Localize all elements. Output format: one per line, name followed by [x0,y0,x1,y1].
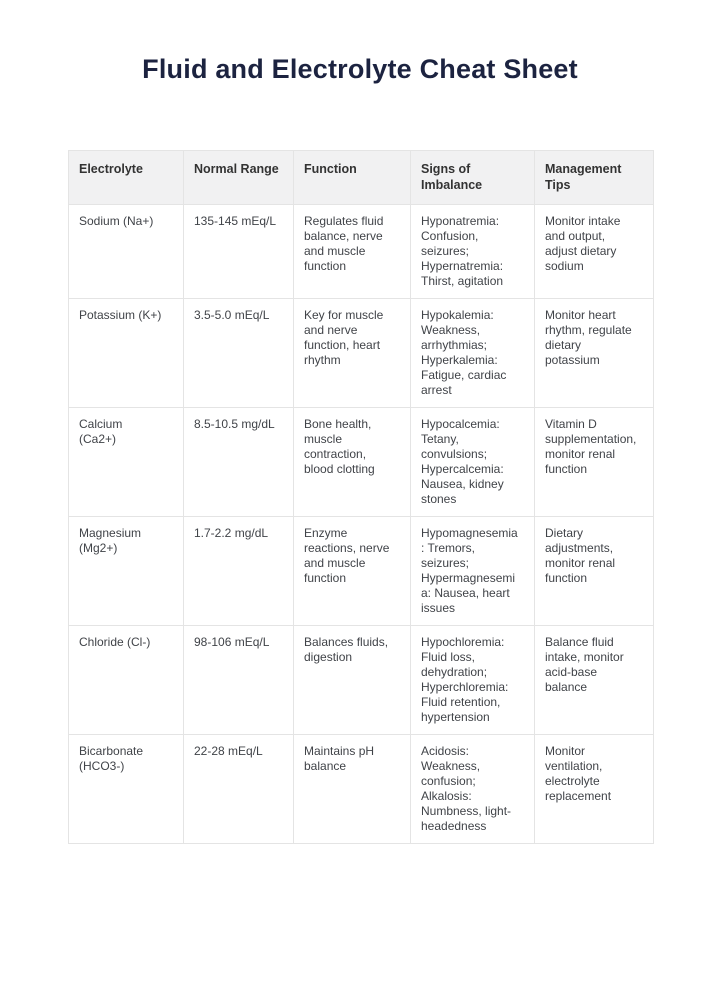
table-header-row [69,151,654,205]
table-row-potassium [69,298,654,407]
cell-management-tips: Vitamin D supplementation, monitor renal function [535,407,654,516]
cell-function: Balances fluids, digestion [294,625,411,734]
table-row-magnesium [69,516,654,625]
cell-electrolyte: Calcium (Ca2+) [69,407,184,516]
cell-electrolyte: Sodium (Na+) [69,204,184,298]
table-row-chloride [69,625,654,734]
cell-normal-range: 22-28 mEq/L [184,734,294,843]
cell-electrolyte: Bicarbonate (HCO3-) [69,734,184,843]
cell-management-tips: Dietary adjustments, monitor renal function [535,516,654,625]
cell-normal-range: 98-106 mEq/L [184,625,294,734]
cheat-sheet-table [68,150,654,844]
cell-electrolyte: Magnesium (Mg2+) [69,516,184,625]
table-row-bicarbonate [69,734,654,843]
cell-function: Enzyme reactions, nerve and muscle function [294,516,411,625]
cell-electrolyte: Potassium (K+) [69,298,184,407]
column-header-management-tips: Management Tips [535,151,654,205]
table-row-calcium [69,407,654,516]
column-header-function: Function [294,151,411,205]
cell-function: Bone health, muscle contraction, blood clotting [294,407,411,516]
cell-signs-of-imbalance: Hypochloremia: Fluid loss, dehydration; Hyperchloremia: Fluid retention, hypertension [411,625,535,734]
cell-signs-of-imbalance: Hypocalcemia: Tetany, convulsions; Hypercalcemia: Nausea, kidney stones [411,407,535,516]
cell-management-tips: Monitor heart rhythm, regulate dietary potassium [535,298,654,407]
cell-management-tips: Monitor intake and output, adjust dietary sodium [535,204,654,298]
cell-function: Maintains pH balance [294,734,411,843]
cell-management-tips: Monitor ventilation, electrolyte replacement [535,734,654,843]
column-header-signs-of-imbalance: Signs of Imbalance [411,151,535,205]
cell-signs-of-imbalance: Hypomagnesemia: Tremors, seizures; Hypermagnesemia: Nausea, heart issues [411,516,535,625]
cell-electrolyte: Chloride (Cl-) [69,625,184,734]
cell-normal-range: 135-145 mEq/L [184,204,294,298]
cell-signs-of-imbalance: Acidosis: Weakness, confusion; Alkalosis: Numbness, light-headedness [411,734,535,843]
cell-signs-of-imbalance: Hyponatremia: Confusion, seizures; Hypernatremia: Thirst, agitation [411,204,535,298]
column-header-normal-range: Normal Range [184,151,294,205]
cell-function: Regulates fluid balance, nerve and muscle function [294,204,411,298]
cell-function: Key for muscle and nerve function, heart rhythm [294,298,411,407]
cell-normal-range: 1.7-2.2 mg/dL [184,516,294,625]
table-row-sodium [69,204,654,298]
cell-normal-range: 8.5-10.5 mg/dL [184,407,294,516]
cheat-sheet-table-container [68,150,653,844]
cell-normal-range: 3.5-5.0 mEq/L [184,298,294,407]
cell-signs-of-imbalance: Hypokalemia: Weakness, arrhythmias; Hyperkalemia: Fatigue, cardiac arrest [411,298,535,407]
page-title: Fluid and Electrolyte Cheat Sheet [142,54,578,84]
column-header-electrolyte: Electrolyte [69,151,184,205]
cell-management-tips: Balance fluid intake, monitor acid-base balance [535,625,654,734]
